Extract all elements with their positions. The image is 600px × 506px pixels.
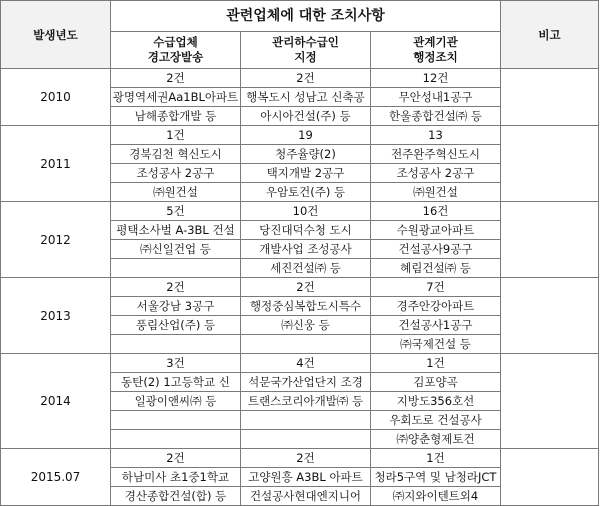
count-cell: 13 — [371, 126, 501, 145]
table-row — [1, 278, 599, 297]
count-cell: 2건 — [241, 449, 371, 468]
year-cell: 2015.07 — [1, 449, 111, 506]
count-cell: 19 — [241, 126, 371, 145]
count-cell: 2건 — [111, 69, 241, 88]
item-cell: 고양원흥 A3BL 아파트 — [241, 468, 371, 487]
table-row — [1, 69, 599, 88]
item-cell: 평택소사벌 A-3BL 건설 — [111, 221, 241, 240]
count-cell: 2건 — [241, 69, 371, 88]
table-row — [1, 202, 599, 221]
count-cell: 10건 — [241, 202, 371, 221]
item-cell: 석문국가산업단지 조경 — [241, 373, 371, 392]
item-cell: 청주율량(2) — [241, 145, 371, 164]
item-cell: 남해종합개발 등 — [111, 107, 241, 126]
table-row — [1, 354, 599, 373]
item-cell: 일광이앤씨㈜ 등 — [111, 392, 241, 411]
item-cell — [111, 259, 241, 278]
count-cell: 2건 — [241, 278, 371, 297]
note-cell — [501, 202, 599, 278]
item-cell: 행정중심복합도시특수 — [241, 297, 371, 316]
note-cell — [501, 69, 599, 126]
item-cell: 아시아건설(주) 등 — [241, 107, 371, 126]
header-col-designation-line2: 지정 — [294, 50, 317, 64]
item-cell: ㈜신웅 등 — [241, 316, 371, 335]
year-cell: 2013 — [1, 278, 111, 354]
item-cell: 건설공사9공구 — [371, 240, 501, 259]
count-cell: 2건 — [111, 449, 241, 468]
note-cell — [501, 449, 599, 506]
count-cell: 2건 — [111, 278, 241, 297]
item-cell: 조성공사 2공구 — [371, 164, 501, 183]
count-cell: 5건 — [111, 202, 241, 221]
item-cell: ㈜지와이텐트외4 — [371, 487, 501, 506]
note-cell — [501, 354, 599, 449]
count-cell: 1건 — [371, 354, 501, 373]
year-cell: 2011 — [1, 126, 111, 202]
item-cell: 조성공사 2공구 — [111, 164, 241, 183]
item-cell: 무안성내1공구 — [371, 88, 501, 107]
table-row — [1, 449, 599, 468]
item-cell — [111, 430, 241, 449]
header-col-warning — [111, 32, 241, 69]
item-cell: ㈜양춘형제토건 — [371, 430, 501, 449]
item-cell — [241, 335, 371, 354]
item-cell — [111, 335, 241, 354]
item-cell: 경주안강아파트 — [371, 297, 501, 316]
item-cell: ㈜국제건설 등 — [371, 335, 501, 354]
item-cell: 김포양곡 — [371, 373, 501, 392]
item-cell: ㈜원건설 — [371, 183, 501, 202]
item-cell: 수원광교아파트 — [371, 221, 501, 240]
item-cell: 세진건설㈜ 등 — [241, 259, 371, 278]
item-cell — [241, 411, 371, 430]
item-cell: 한울종합건설㈜ 등 — [371, 107, 501, 126]
item-cell: 혜림건설㈜ 등 — [371, 259, 501, 278]
header-col-admin — [371, 32, 501, 69]
count-cell: 3건 — [111, 354, 241, 373]
item-cell: 전주완주혁신도시 — [371, 145, 501, 164]
header-note: 비고 — [501, 1, 599, 69]
item-cell: 광명역세권Aa1BL아파트 — [111, 88, 241, 107]
item-cell: 우회도로 건설공사 — [371, 411, 501, 430]
item-cell: 행복도시 성남고 신축공 — [241, 88, 371, 107]
item-cell: 지방도356호선 — [371, 392, 501, 411]
item-cell: ㈜신일건업 등 — [111, 240, 241, 259]
item-cell: 동탄(2) 1고등학교 신 — [111, 373, 241, 392]
year-cell: 2010 — [1, 69, 111, 126]
item-cell: 경북김천 혁신도시 — [111, 145, 241, 164]
count-cell: 7건 — [371, 278, 501, 297]
note-cell — [501, 278, 599, 354]
measures-table-body — [1, 69, 599, 506]
count-cell: 4건 — [241, 354, 371, 373]
item-cell: 당진대덕수청 도시 — [241, 221, 371, 240]
note-cell — [501, 126, 599, 202]
header-col-warning-line2: 경고장발송 — [147, 50, 204, 64]
count-cell: 12건 — [371, 69, 501, 88]
item-cell: 건설공사현대엔지니어 — [241, 487, 371, 506]
header-col-warning-line1: 수급업체 — [153, 35, 198, 49]
header-year: 발생년도 — [1, 1, 111, 69]
item-cell: 택지개발 2공구 — [241, 164, 371, 183]
count-cell: 1건 — [111, 126, 241, 145]
header-col-designation — [241, 32, 371, 69]
item-cell: 경산종합건설(합) 등 — [111, 487, 241, 506]
year-cell: 2012 — [1, 202, 111, 278]
year-cell: 2014 — [1, 354, 111, 449]
item-cell: 풍림산업(주) 등 — [111, 316, 241, 335]
item-cell: 청라5구역 및 남청라JCT — [371, 468, 501, 487]
header-col-admin-line2: 행정조치 — [413, 50, 458, 64]
count-cell: 1건 — [371, 449, 501, 468]
item-cell: ㈜원건설 — [111, 183, 241, 202]
item-cell: 건설공사1공구 — [371, 316, 501, 335]
count-cell: 16건 — [371, 202, 501, 221]
table-row — [1, 126, 599, 145]
item-cell: 하남미사 초1중1학교 — [111, 468, 241, 487]
item-cell: 개발사업 조성공사 — [241, 240, 371, 259]
header-col-designation-line1: 관리하수급인 — [272, 35, 339, 49]
header-col-admin-line1: 관계기관 — [413, 35, 458, 49]
item-cell: 서울강남 3공구 — [111, 297, 241, 316]
header-group-title: 관련업체에 대한 조치사항 — [111, 1, 501, 32]
item-cell: 트랜스코리아개발㈜ 등 — [241, 392, 371, 411]
item-cell — [241, 430, 371, 449]
item-cell — [111, 411, 241, 430]
item-cell: 우암토건(주) 등 — [241, 183, 371, 202]
